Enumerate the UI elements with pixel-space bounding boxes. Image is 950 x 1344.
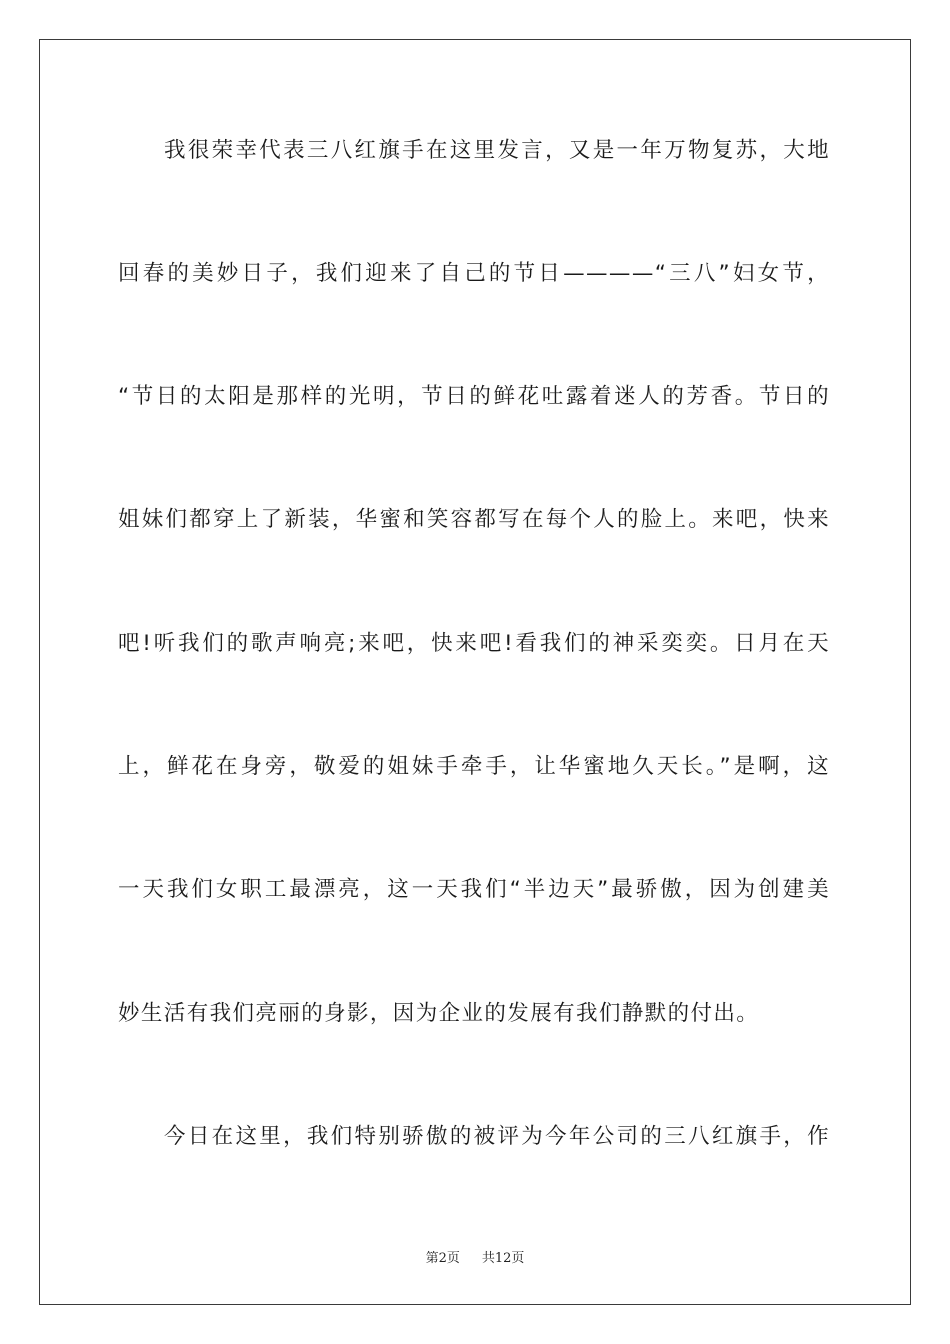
text-line: 妙生活有我们亮丽的身影，因为企业的发展有我们静默的付出。 [118, 1001, 760, 1026]
text-line: “节日的太阳是那样的光明，节日的鲜花吐露着迷人的芳香。节日的 [118, 384, 830, 409]
page-border [39, 39, 911, 1305]
page-total: 共12页 [481, 1251, 525, 1266]
page-footer [0, 1247, 950, 1266]
text-line: 今日在这里，我们特别骄傲的被评为今年公司的三八红旗手，作 [164, 1124, 830, 1149]
page-number: 第2页 [425, 1251, 460, 1266]
text-line: 一天我们女职工最漂亮，这一天我们“半边天”最骄傲，因为创建美 [118, 877, 830, 902]
text-line: 吧!听我们的歌声响亮;来吧，快来吧!看我们的神采奕奕。日月在天 [118, 631, 830, 656]
text-line: 回春的美妙日子，我们迎来了自己的节日————“三八”妇女节， [118, 261, 830, 286]
text-line: 姐妹们都穿上了新装，华蜜和笑容都写在每个人的脸上。来吧，快来 [118, 507, 830, 532]
text-line: 上，鲜花在身旁，敬爱的姐妹手牵手，让华蜜地久天长。”是啊，这 [118, 754, 830, 779]
text-line: 我很荣幸代表三八红旗手在这里发言，又是一年万物复苏，大地 [164, 138, 830, 163]
